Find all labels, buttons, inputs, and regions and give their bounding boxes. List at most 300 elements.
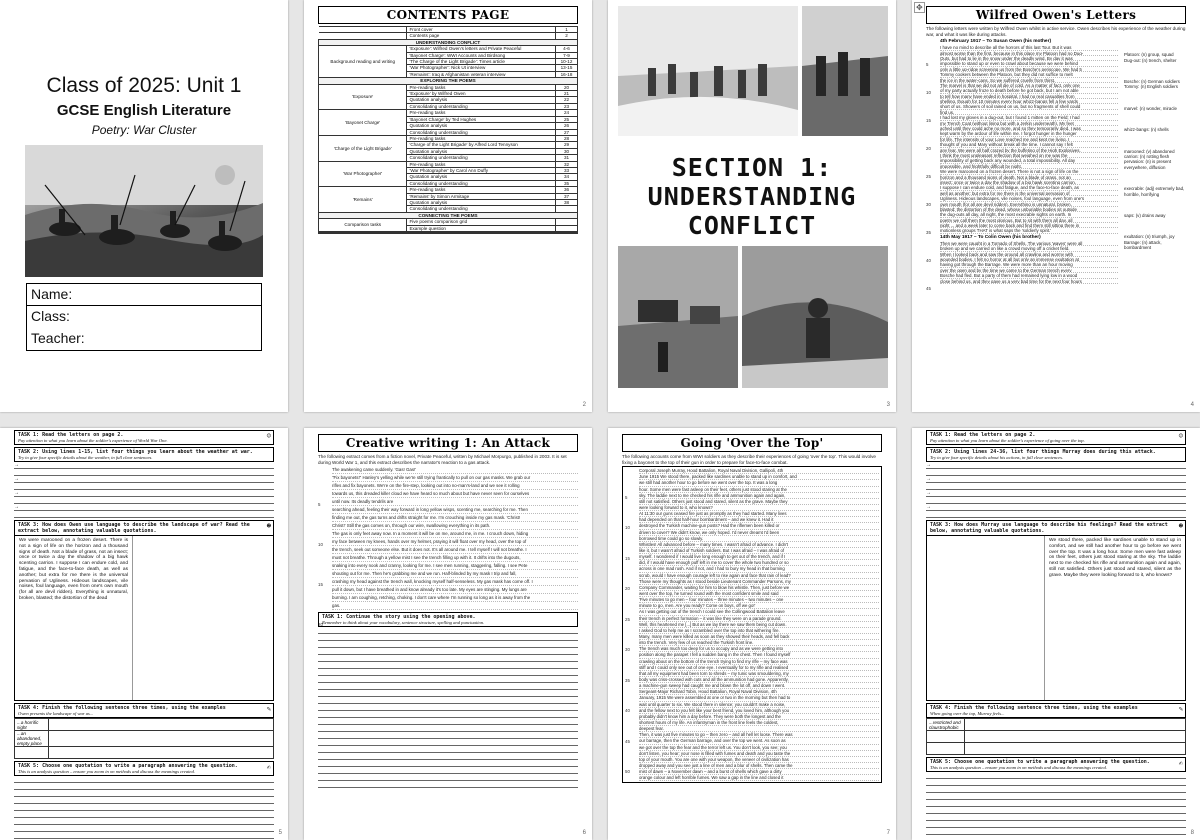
name-field[interactable]: Name: (27, 284, 261, 306)
page-number: 6 (582, 830, 586, 836)
letter-line: having got through the Barrage. We were more than an hour moving (940, 262, 1118, 267)
over-the-top-heading: Going 'Over the Top' (622, 434, 882, 452)
letter-line: kept warm by the ardour of life within me. I forgot hunger in the hunger (940, 131, 1118, 136)
account-line: like it, but I wasn't afraid of Turkish soldiers. But I was afraid – I was afraid of (639, 548, 879, 554)
line-number: 45 (625, 738, 630, 744)
student-details-form[interactable] (26, 283, 262, 351)
line-number: 40 (926, 258, 931, 264)
example-cell (15, 747, 49, 759)
letter-line: poetry we call them the most glorious. But to sit with them all day, all (940, 218, 1118, 223)
letter-line: Then we were caught in a Tornado of Shells. The various 'waves' were all (940, 241, 1118, 246)
answer-line[interactable] (318, 697, 578, 704)
contents-page-number: 13-15 (556, 65, 578, 71)
contents-entry[interactable]: 'Remains' by Simon Armitage (407, 193, 556, 199)
contents-entry (407, 233, 556, 234)
pencil-icon: ✎ (1178, 705, 1183, 713)
answer-cell[interactable] (48, 731, 273, 747)
answer-line[interactable]: → (926, 462, 1186, 469)
letter-line: the ice in the water-cans. So we suffered cruelly from thirst. (940, 78, 1118, 83)
account-line: The trench was much too deep for us to occupy and as we were getting into (639, 646, 879, 652)
task-3-box: TASK 3: How does Murray use language to describe his feelings? Read the extract below, annotating valuable quotations. ☻ (926, 520, 1186, 536)
glossary-entry: whizz-bangs: (n) shells (1124, 127, 1169, 133)
page-murray-tasks[interactable] (912, 428, 1200, 840)
answer-line[interactable] (318, 711, 578, 718)
letter-line: for life. The intensity of your Love reached me and kept me living. I (940, 137, 1118, 142)
extract-line: until now. Its deadly tendrils are (332, 498, 578, 506)
letter-line: short of us. Showers of soil rained on us, but no fragments of shell could (940, 104, 1118, 109)
account-line: Corporal Joseph Murray, Hood Battalion, Royal Naval Division, Gallipoli, 4th (639, 468, 879, 474)
cover-subtitle: GCSE English Literature (56, 102, 232, 119)
answer-line[interactable] (14, 776, 274, 783)
section-title: EXPLORING THE POEMS (319, 78, 578, 84)
answer-line[interactable] (926, 786, 1186, 793)
extract-line: gas. (332, 602, 578, 610)
answer-line[interactable] (926, 779, 1186, 786)
owen-extract: We were marooned on a frozen desert. There is not a sign of life on the horizon and a thousand signs of death. Not a blade of grass, not an insect; once or twice a day the shadow of a big hawk scenting carrion. I suppose I can endure cold, and fatigue, and the face-to-face death, as well as another; but extra for me there is the universal pervasion of Ugliness. Hideous landscapes, vile noises, foul language, even from one's own mouth (for all are devil ridden). Everything is unnatural, broken, blasted; the distortion of the dead (15, 536, 133, 700)
letter-line: well as another; but extra for me there is the universal pervasion of (940, 191, 1118, 196)
contents-entry[interactable]: Consolidating understanding (407, 206, 556, 212)
extract-line: my face between my knees, hands over my helmet, praying it will float over my head, over the top of (332, 538, 578, 546)
contents-entry[interactable]: 'Exposure': Wilfred Owen's letters and Private Peaceful (407, 46, 556, 52)
account-line: dropped away and you see just a line of men and a blur of shells. Then came the (639, 763, 879, 769)
extract-line: The gas is only feet away now. In a moment it will be on me, around me, in me. I crouch down, hiding (332, 530, 578, 538)
answer-line[interactable] (14, 832, 274, 839)
desert-convoy-photo (618, 246, 738, 388)
account-line: January, 1915 We were assembled at one or two in the morning but then had to (639, 695, 879, 701)
contents-heading: CONTENTS PAGE (318, 6, 578, 24)
answer-line[interactable] (926, 469, 1186, 476)
annotation-area[interactable] (926, 536, 1186, 701)
glossary-entry: marooned: (v) abandoned carrion: (n) rotting flesh pervasion: (n) is present everywhere, diffusion (1124, 148, 1175, 170)
answer-cell[interactable] (965, 743, 1186, 755)
line-number: 15 (625, 555, 630, 561)
account-line: wait until quarter to six. We stood there in silence; you couldn't make a noise, (639, 702, 879, 708)
creative-intro: The following extract comes from a fiction novel, Private Peaceful, written by Michael Morpurgo, published in 2003. It is set during World War 1, and this extract describes the narrator's reaction to a gas attack. (318, 454, 567, 465)
accounts-body (622, 466, 882, 783)
sentence-examples-table[interactable] (14, 718, 274, 759)
line-number: 20 (625, 586, 630, 592)
answer-line[interactable] (14, 825, 274, 832)
task-5-box: TASK 5: Choose one quotation to write a paragraph answering the question. This is an analysis question – ensure you zoom in on methods and discuss the meanings created. ✍ (14, 761, 274, 776)
answer-cell[interactable] (48, 719, 273, 731)
line-number: 15 (318, 582, 323, 588)
owen-heading: Wilfred Owen's Letters (926, 6, 1186, 24)
extract-line: finding me out, the gas turns and drifts straight for me. I'm crouching inside my gas mask. 'Christ! (332, 514, 578, 522)
answer-line[interactable] (318, 641, 578, 648)
contents-entry[interactable]: Quotation analysis (407, 123, 556, 129)
contents-entry[interactable]: Pre-reading tasks (407, 187, 556, 193)
answer-line[interactable]: → (14, 476, 274, 483)
reading-icon: ☺ (266, 432, 271, 440)
contents-page-number: 22 (556, 97, 578, 103)
contents-group-label: 'Exposure' (319, 84, 407, 110)
answer-line[interactable]: → (14, 490, 274, 497)
account-line: hour. Some men were fast asleep on their feet, others just stood staring at the (639, 487, 879, 493)
owen-letters-body (926, 38, 1186, 292)
account-line: went over the top, he turned round with the most confident smile and said (639, 591, 879, 597)
task-2-box: TASK 2: Using lines 1-15, list four things you learn about the weather at war. Try to give four specific details about the weather, in full clear sentences. (14, 447, 274, 462)
contents-page-number: 33 (556, 167, 578, 173)
contents-entry[interactable]: 'War Photographer': Nick Ut interview (407, 65, 556, 71)
answer-line[interactable] (318, 648, 578, 655)
contents-entry[interactable]: Quotation analysis (407, 148, 556, 154)
trench-snow-photo (618, 6, 798, 136)
page-contents[interactable] (304, 0, 592, 412)
owen-intro: The following letters were written by Wilfred Owen whilst in active service. Owen describes his experience of the weather during war, and what it was like during attacks. (926, 26, 1186, 37)
extract-line: must not breathe. Through a yellow mist I see the trench filling up with it. It drifts into the dugouts, (332, 554, 578, 562)
extract-line: shouting out for me. Then he's grabbing me and we run. Half-blinded by my mask I trip and fall, (332, 570, 578, 578)
letter-line: broken up and we carried on like a crowd moving off a cricket field. (940, 246, 1118, 251)
letter-line: Bosche had fled. But a party of them had remained lying low in a wood (940, 273, 1118, 278)
answer-line[interactable] (14, 511, 274, 518)
contents-entry[interactable]: 'Charge of the Light Brigade' by Alfred Lord Tennyson (407, 142, 556, 148)
contents-page-number: 36 (556, 187, 578, 193)
extract-line: "Fix bayonets!" Hanley's yelling while we're still trying frantically to pull on our gas masks. We grab our (332, 474, 578, 482)
task-2-answer-lines[interactable] (14, 462, 274, 518)
line-number: 45 (926, 286, 931, 292)
contents-page-number: 20 (556, 84, 578, 90)
task-5-answer-lines[interactable] (926, 772, 1186, 840)
answer-line[interactable]: → (926, 490, 1186, 497)
line-number: 35 (625, 677, 630, 683)
glossary (1124, 38, 1186, 284)
account-line: we got over the top the fear and the terror left us. You don't look, you see; you (639, 745, 879, 751)
annotation-area[interactable] (14, 536, 274, 701)
extract-line: burning. I am coughing, retching, choking. I don't care where I'm running so long as it is away from the (332, 594, 578, 602)
answer-line[interactable] (318, 662, 578, 669)
letter-line: ached until they could ache no more, and so they temporarily died. I was (940, 126, 1118, 131)
contents-entry[interactable]: 'The Charge of the Light Brigade': Times article (407, 59, 556, 65)
answer-line[interactable] (318, 781, 578, 788)
letter-line: impossible to stand up or even to crawl about because we were behind (940, 61, 1118, 66)
account-line: shortest hours of my life. An infantryman in the front line feels the coldest, (639, 720, 879, 726)
letter-date-2: 14th May 1917 – To Colin Owen (his brother) (940, 234, 1041, 240)
page-section-1[interactable] (608, 0, 896, 412)
task-5-answer-lines[interactable] (14, 776, 274, 840)
answer-line[interactable] (318, 683, 578, 690)
account-line: Those were my thoughts as I stood beside Lieutenant Commander Parsons, my (639, 579, 879, 585)
extract-line: crashing my head against the trench wall, knocking myself half-senseless. My gas mask has come off. I (332, 578, 578, 586)
cavalry-battle-image (25, 145, 263, 277)
contents-table (318, 26, 578, 234)
task-1-box: TASK 1: Read the letters on page 2. Pay attention to what you learn about the soldier's experience of World War One. ☺ (14, 430, 274, 445)
answer-line[interactable] (318, 732, 578, 739)
pencil-icon: ✎ (266, 705, 271, 713)
letter-line: insect; once or twice a day the shadow of a big hawk scenting carrion. (940, 180, 1118, 185)
soldiers-march-photo (802, 6, 888, 136)
answer-line[interactable] (14, 811, 274, 818)
answer-line[interactable] (14, 483, 274, 490)
example-cell: ...restricted and claustrophobic (927, 719, 965, 731)
page-cover[interactable] (0, 0, 288, 412)
account-line: myself. I wondered if I would live long enough to get out of the trench, and if I (639, 554, 879, 560)
account-line: mist of dawn – a November dawn – and a burst of shells which gave a dirty (639, 769, 879, 775)
contents-page-number: 37 (556, 193, 578, 199)
account-line: into the trench. Very few of us reached the Turkish front line. (639, 640, 879, 646)
line-number: 5 (318, 502, 321, 508)
letter-date-1: 4th February 1917 – To Susan Owen (his mother) (940, 39, 1052, 45)
contents-page-number: 34 (556, 174, 578, 180)
contents-page-number: 16-18 (556, 71, 578, 77)
account-line: top of your mouth. You are one with your weapon, the veneer of civilization has (639, 757, 879, 763)
thinking-icon: ☻ (1178, 522, 1183, 530)
answer-line[interactable] (318, 718, 578, 725)
contents-entry[interactable]: Consolidating understanding (407, 180, 556, 186)
answer-line[interactable] (318, 627, 578, 634)
answer-line[interactable] (318, 669, 578, 676)
contents-entry[interactable]: Consolidating understanding (407, 129, 556, 135)
answer-line[interactable] (318, 760, 578, 767)
account-line: minute to go, men. Are you ready? Come on boys, off we go!' (639, 603, 879, 609)
contents-page-number: 4-6 (556, 46, 578, 52)
glossary-entry: execrable: (adj) extremely bad, horrible, horrifying (1124, 186, 1185, 197)
contents-page-number: 38 (556, 199, 578, 205)
contents-entry[interactable]: Consolidating understanding (407, 103, 556, 109)
answer-line[interactable] (318, 753, 578, 760)
answer-line[interactable]: → (926, 504, 1186, 511)
example-cell: ...an abandoned, empty place (15, 731, 49, 747)
line-number: 25 (926, 174, 931, 180)
contents-entry[interactable]: Five poems comparison grid (407, 219, 556, 225)
answer-line[interactable] (318, 774, 578, 781)
sentence-examples-table[interactable] (926, 718, 1186, 755)
letter-line: impossibility of getting back any wounded, a total impossibility. All day (940, 158, 1118, 163)
account-line: 'Five minutes to go men – four minutes – three minutes – two minutes – one (639, 597, 879, 603)
account-line: stiff and I could only see out of one eye. I eventually for to my rifle and realised (639, 665, 879, 671)
account-line: a machine-gun sweep had caught me and blown the lot off, and down I went. (639, 683, 879, 689)
answer-line[interactable] (318, 634, 578, 641)
contents-entry[interactable]: Quotation analysis (407, 97, 556, 103)
letter-line: When I looked back and saw the ground all crawling and wormy with (940, 252, 1118, 257)
thinking-icon: ☻ (266, 522, 271, 530)
answer-line[interactable] (318, 676, 578, 683)
account-line: borrowed time could go so slowly. (639, 536, 879, 542)
answer-line[interactable]: → (14, 504, 274, 511)
annotation-space[interactable] (133, 536, 273, 700)
contents-entry[interactable]: Pre-reading tasks (407, 135, 556, 141)
move-handle-icon[interactable]: ✥ (916, 3, 923, 12)
contents-entry[interactable]: 'Exposure' by Wilfred Owen (407, 91, 556, 97)
letter-line: over the open and by the time we came to the German trench every (940, 268, 1118, 273)
contents-page-number: 23 (556, 103, 578, 109)
answer-cell[interactable] (965, 731, 1186, 743)
letter-line: I have no mind to describe all the horrors of this last Tour. But it was (940, 45, 1118, 50)
answer-line[interactable] (318, 767, 578, 774)
extract-line: towards us, this dreaded killer cloud we have heard so much about but have never seen for ourselves (332, 490, 578, 498)
answer-line[interactable] (926, 772, 1186, 779)
account-line: still not satisfied. Others just stood and stared, silent as the grave. Maybe they (639, 499, 879, 505)
answer-line[interactable] (926, 511, 1186, 518)
letter-line: We were marooned on a frozen desert. There is not a sign of life on the (940, 169, 1118, 174)
creative-heading: Creative writing 1: An Attack (318, 434, 578, 452)
line-number: 25 (625, 616, 630, 622)
battle-illustration (25, 145, 263, 277)
contents-entry[interactable]: Pre-reading tasks (407, 110, 556, 116)
contents-entry[interactable]: 'Bayonet Charge': WWI Accounts and Birdsong (407, 52, 556, 58)
contents-entry[interactable]: 'Bayonet Charge' by Ted Hughes (407, 116, 556, 122)
page-number: 5 (278, 830, 282, 836)
contents-entry[interactable]: Pre-reading tasks (407, 161, 556, 167)
answer-line[interactable] (926, 814, 1186, 821)
account-line: we still had another hour to go before we went over the top. It was a long (639, 480, 879, 486)
letter-line: find us. (940, 110, 1118, 115)
account-line: As I was getting out of the trench I could see the Collingwood Battalion leave (639, 609, 879, 615)
task-3-box: TASK 3: How does Owen use language to describe the landscape of war? Read the extract below, annotating valuable quotations. ☻ (14, 520, 274, 536)
task-5-box: TASK 5: Choose one quotation to write a paragraph answering the question. This is an analysis question – ensure you zoom in on methods and discuss the meanings created. ✍ (926, 757, 1186, 772)
answer-line[interactable] (14, 804, 274, 811)
writing-icon: ✍ (266, 763, 271, 771)
answer-line[interactable] (926, 835, 1186, 840)
answer-line[interactable] (926, 828, 1186, 835)
answer-cell[interactable] (48, 747, 273, 759)
answer-line[interactable] (318, 704, 578, 711)
answer-line[interactable] (926, 807, 1186, 814)
contents-page-number (556, 233, 578, 234)
contents-entry[interactable]: 'War Photographer' by Carol Ann Duffy (407, 167, 556, 173)
letter-line: impossible, and frightfully difficult by night. (940, 164, 1118, 169)
answer-line[interactable] (926, 800, 1186, 807)
letter-line: wounded bodies, I felt no horror at all but only an immense exultation at (940, 257, 1118, 262)
account-line: deepest fear. (639, 726, 879, 732)
extract-line: rifles and fix bayonets. We're on the fire-step, looking out into no-man's-land and we see it rolling (332, 482, 578, 490)
task-1-box: TASK 1: Read the letters on page 2. Pay attention to what you learn about the soldier's experience of going over the top. ☺ (926, 430, 1186, 445)
example-cell: ...a horrific sight (15, 719, 49, 731)
glossary-entry: Bosche: (n) German soldiers Tommy: (n) English soldiers (1124, 79, 1180, 90)
annotation-space[interactable] (927, 536, 1045, 700)
answer-line[interactable] (926, 483, 1186, 490)
line-number: 20 (318, 622, 323, 628)
contents-group-label: Comparison tasks (319, 219, 407, 232)
letter-line: I think the most unpleasant reflection that weighed on me was the (940, 153, 1118, 158)
letter-line: almost worse than the first, because in this place my Platoon had no Dug- (940, 51, 1118, 56)
account-line: orange colour and left horrible fumes. We saw a gap in the line and closed it (639, 775, 879, 781)
letter-line: shelling, though for 10 minutes every hour whizz-bangs fell a few yards (940, 99, 1118, 104)
contents-entry[interactable]: Quotation analysis (407, 199, 556, 205)
task-2-box: TASK 2: Using lines 24-36, list four things Murray does during this attack. Try to give four specific details about his actions, in full clear sentences. (926, 447, 1186, 462)
answer-line[interactable] (318, 655, 578, 662)
class-field[interactable]: Class: (31, 308, 70, 324)
contents-entry[interactable]: 'Remains': Iraq & Afghanistan veteran interview (407, 71, 556, 77)
contents-group-label: 'Charge of the Light Brigade' (319, 135, 407, 161)
line-number: 5 (625, 494, 628, 500)
contents-group-label: 'Bayonet Charge' (319, 110, 407, 136)
glossary-entry: Platoon: (n) group, squad Dug-out: (n) trench, shelter (1124, 52, 1177, 63)
writing-icon: ✍ (1178, 759, 1183, 767)
account-line: probably didn't know him a day before. They were both the longest and the (639, 714, 879, 720)
answer-line[interactable] (14, 818, 274, 825)
letter-line: thought of you and Mary without break all the time. I cannot say I felt (940, 142, 1118, 147)
answer-line[interactable]: → (926, 476, 1186, 483)
account-line: had depended on that half-hour bombardment – and we knew it. Had it (639, 517, 879, 523)
cover-title: Class of 2025: Unit 1 (46, 74, 242, 97)
contents-entry[interactable]: Pre-reading tasks (407, 84, 556, 90)
page-owen-letters[interactable] (912, 0, 1200, 412)
letter-line: I suppose I can endure cold, and fatigue, and the face-to-face death, as (940, 185, 1118, 190)
task-4-box: TASK 4: Finish the following sentence three times, using the examples When going over the top, Murray feels... ✎ (926, 703, 1186, 718)
teacher-field[interactable]: Teacher: (31, 330, 85, 346)
account-line: scrub, would I have enough courage left to rise again and face that rain of lead? (639, 573, 879, 579)
answer-line[interactable] (926, 793, 1186, 800)
task-2-answer-lines[interactable] (926, 462, 1186, 518)
contents-page-number: 30 (556, 148, 578, 154)
contents-entry[interactable]: Quotation analysis (407, 174, 556, 180)
answer-line[interactable] (14, 497, 274, 504)
extract-line: the trench, seek out someone else. But it does not. It's all around me. I tell myself I will not breathe. I (332, 546, 578, 554)
answer-line[interactable] (14, 469, 274, 476)
letter-text (940, 38, 1118, 284)
letter-line: Ugliness. Hideous landscapes, vile noises, foul language, even from one's (940, 196, 1118, 201)
page-creative-writing[interactable] (304, 428, 592, 840)
account-line: Well, this heartened me [...] But as we lay there we saw them being cut down. (639, 622, 879, 628)
letter-line: any fear. We were all half crazed by the buffeting of the High Explosives. (940, 148, 1118, 153)
modern-soldier-photo (742, 246, 888, 388)
extract-line: snaking into every nook and cranny, looking for me. I see men running, staggering, falling. I see Pete (332, 562, 578, 570)
line-number: 10 (318, 542, 323, 548)
contents-page-number: 25 (556, 116, 578, 122)
account-line: across in one mad rush. And if not, and I had to bury my head in that burning (639, 566, 879, 572)
contents-page-number: 31 (556, 155, 578, 161)
line-number: 40 (625, 708, 630, 714)
extract-line: searching ahead, feeling their way forward in long yellow wisps, scenting me, searching for me. Then (332, 506, 578, 514)
answer-line[interactable] (926, 821, 1186, 828)
creative-answer-lines[interactable] (318, 627, 578, 788)
glossary-entry: exultation: (n) triumph, joy Barrage: (n) attack, bombardment (1124, 234, 1175, 251)
page-over-the-top[interactable] (608, 428, 896, 840)
contents-entry[interactable]: Example question (407, 225, 556, 231)
letter-line: only a little up-ridge screening us from the Bosche's periscope. We had 5 (940, 67, 1118, 72)
answer-line[interactable] (318, 746, 578, 753)
answer-line[interactable] (14, 783, 274, 790)
page-owen-tasks[interactable] (0, 428, 288, 840)
contents-page-number: 10-12 (556, 59, 578, 65)
account-line: Then, it was just five minutes to go – then zero – and all hell let loose. There was (639, 732, 879, 738)
line-number: 10 (625, 525, 630, 531)
account-line: destroyed the Turkish machine-gun posts? Had the riflemen been killed or (639, 523, 879, 529)
extract-line: Christ!' Still the gas comes on, through our wire, swallowing everything in its path. (332, 522, 578, 530)
extract-text (332, 466, 578, 610)
answer-line[interactable] (926, 497, 1186, 504)
example-cell (927, 743, 965, 755)
account-line: Company Commander, waiting for him to blow his whistle. Then, just before we (639, 585, 879, 591)
contents-entry[interactable]: Consolidating understanding (407, 155, 556, 161)
answer-line[interactable] (14, 797, 274, 804)
answer-line[interactable] (318, 739, 578, 746)
cover-cluster: Poetry: War Cluster (91, 123, 197, 137)
answer-line[interactable] (318, 725, 578, 732)
line-number: 35 (926, 230, 931, 236)
murray-extract: We stood there, packed like sardines unable to stand up in comfort, and we still had another hour to go before we went over the top. It was a long hour. Some men were fast asleep on their feet, others just stood staring at the sky. The laddie next to me checked his rifle and ammunition again and again, still not satisfied. Others just stood and stared, silent as the grave. Maybe they were looking forward to it, who knows? (1049, 538, 1181, 578)
line-number: 50 (625, 769, 630, 775)
contents-page-number: 7-9 (556, 52, 578, 58)
answer-cell[interactable] (965, 719, 1186, 731)
account-line: were looking forward to it, who knows? (639, 505, 879, 511)
contents-row (319, 233, 578, 234)
page-number: 4 (1190, 402, 1194, 408)
contents-entry[interactable]: Front cover (407, 27, 556, 33)
contents-entry[interactable]: Contents page (407, 33, 556, 39)
glossary-entry: marvel: (n) wonder, miracle (1124, 105, 1177, 111)
answer-line[interactable] (14, 790, 274, 797)
letter-line: of my party actually froze to death before he got back, but I am not able (940, 88, 1118, 93)
section-title: UNDERSTANDING CONFLICT (319, 39, 578, 45)
letter-line: night ... and a week later to come back and find them still sitting there in (940, 223, 1118, 228)
account-line: Whistles! All advanced before – many times. I wasn't afraid of advance. I didn't (639, 542, 879, 548)
account-line: At 11:30 our guns ceased fire just as promptly as they had started. Many lives (639, 511, 879, 517)
answer-line[interactable]: → (14, 462, 274, 469)
account-line: I asked God to help me as I scrambled over the top into that withering fire. (639, 628, 879, 634)
contents-page-number: 32 (556, 161, 578, 167)
answer-line[interactable] (318, 690, 578, 697)
